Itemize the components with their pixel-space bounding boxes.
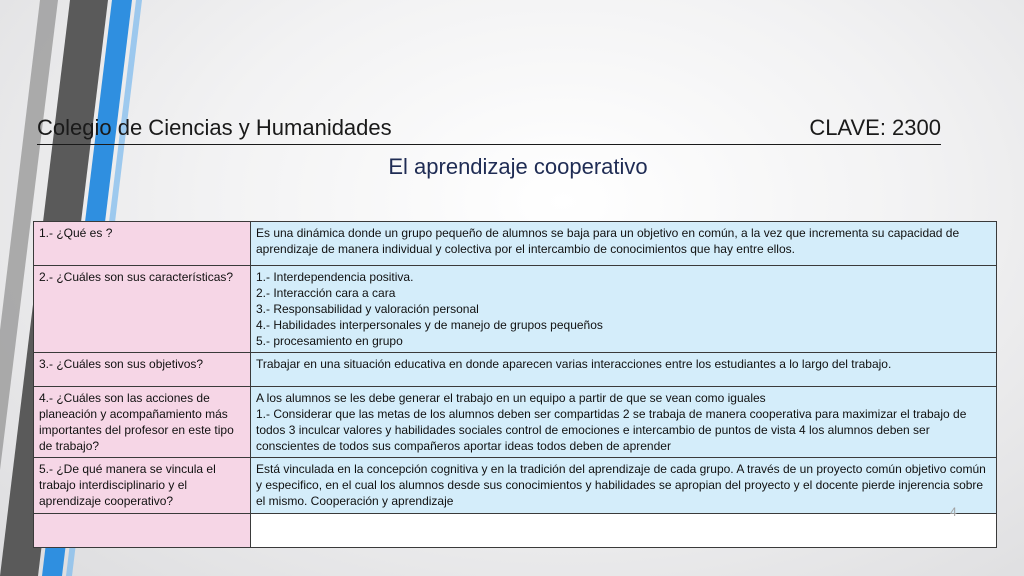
qa-table — [33, 221, 997, 548]
answer-line: 5.- procesamiento en grupo — [256, 334, 403, 348]
answer-cell — [251, 458, 997, 514]
answer-cell — [251, 514, 997, 548]
table-row — [34, 353, 997, 387]
answer-line: 1.- Considerar que las metas de los alumnos deben ser compartidas 2 se trabaja de manera cooperativa para maximizar el trabajo de todos 3 inculcar valores y habilidades sociales control de emociones e intercambio de puntos de vista 4 los alumnos deben ser conscientes de todos sus compañeros aportar ideas todos deben de aprender — [256, 407, 967, 453]
clave-code: CLAVE: 2300 — [809, 115, 941, 140]
answer-line: 1.- Interdependencia positiva. — [256, 270, 414, 284]
table-row — [34, 514, 997, 548]
page-number: 4 — [950, 505, 957, 519]
answer-line: Trabajar en una situación educativa en donde aparecen varias interacciones entre los estudiantes a lo largo del trabajo. — [256, 357, 892, 371]
answer-line: Es una dinámica donde un grupo pequeño de alumnos se baja para un objetivo en común, a la vez que incrementa su capacidad de aprendizaje de manera individual y colectiva por el intercambio de conocimientos que hay entre ellos. — [256, 226, 960, 256]
question-cell — [34, 514, 251, 548]
header-line — [37, 114, 941, 145]
answer-cell — [251, 222, 997, 266]
question-cell: 2.- ¿Cuáles son sus características? — [34, 266, 251, 353]
question-cell: 4.- ¿Cuáles son las acciones de planeación y acompañamiento más importantes del profesor en este tipo de trabajo? — [34, 387, 251, 458]
question-cell: 3.- ¿Cuáles son sus objetivos? — [34, 353, 251, 387]
answer-line: A los alumnos se les debe generar el trabajo en un equipo a partir de que se vean como iguales — [256, 391, 766, 405]
table-row — [34, 458, 997, 514]
school-name: Colegio de Ciencias y Humanidades — [37, 115, 392, 140]
answer-line: 4.- Habilidades interpersonales y de manejo de grupos pequeños — [256, 318, 603, 332]
table-row — [34, 222, 997, 266]
table-row — [34, 266, 997, 353]
answer-cell — [251, 387, 997, 458]
question-cell: 1.- ¿Qué es ? — [34, 222, 251, 266]
answer-cell — [251, 266, 997, 353]
question-cell: 5.- ¿De qué manera se vincula el trabajo interdisciplinario y el aprendizaje cooperativo? — [34, 458, 251, 514]
answer-cell — [251, 353, 997, 387]
answer-line: 3.- Responsabilidad y valoración personal — [256, 302, 479, 316]
answer-line: Está vinculada en la concepción cognitiva y en la tradición del aprendizaje de cada grupo. A través de un proyecto común objetivo común y especifico, en el cual los alumnos desde sus conocimientos y habilidades se apropian del proyecto y el docente pierde injerencia sobre el mismo. Cooperación y aprendizaje — [256, 462, 986, 508]
answer-line: 2.- Interacción cara a cara — [256, 286, 396, 300]
slide-title: El aprendizaje cooperativo — [388, 154, 648, 179]
table-row — [34, 387, 997, 458]
